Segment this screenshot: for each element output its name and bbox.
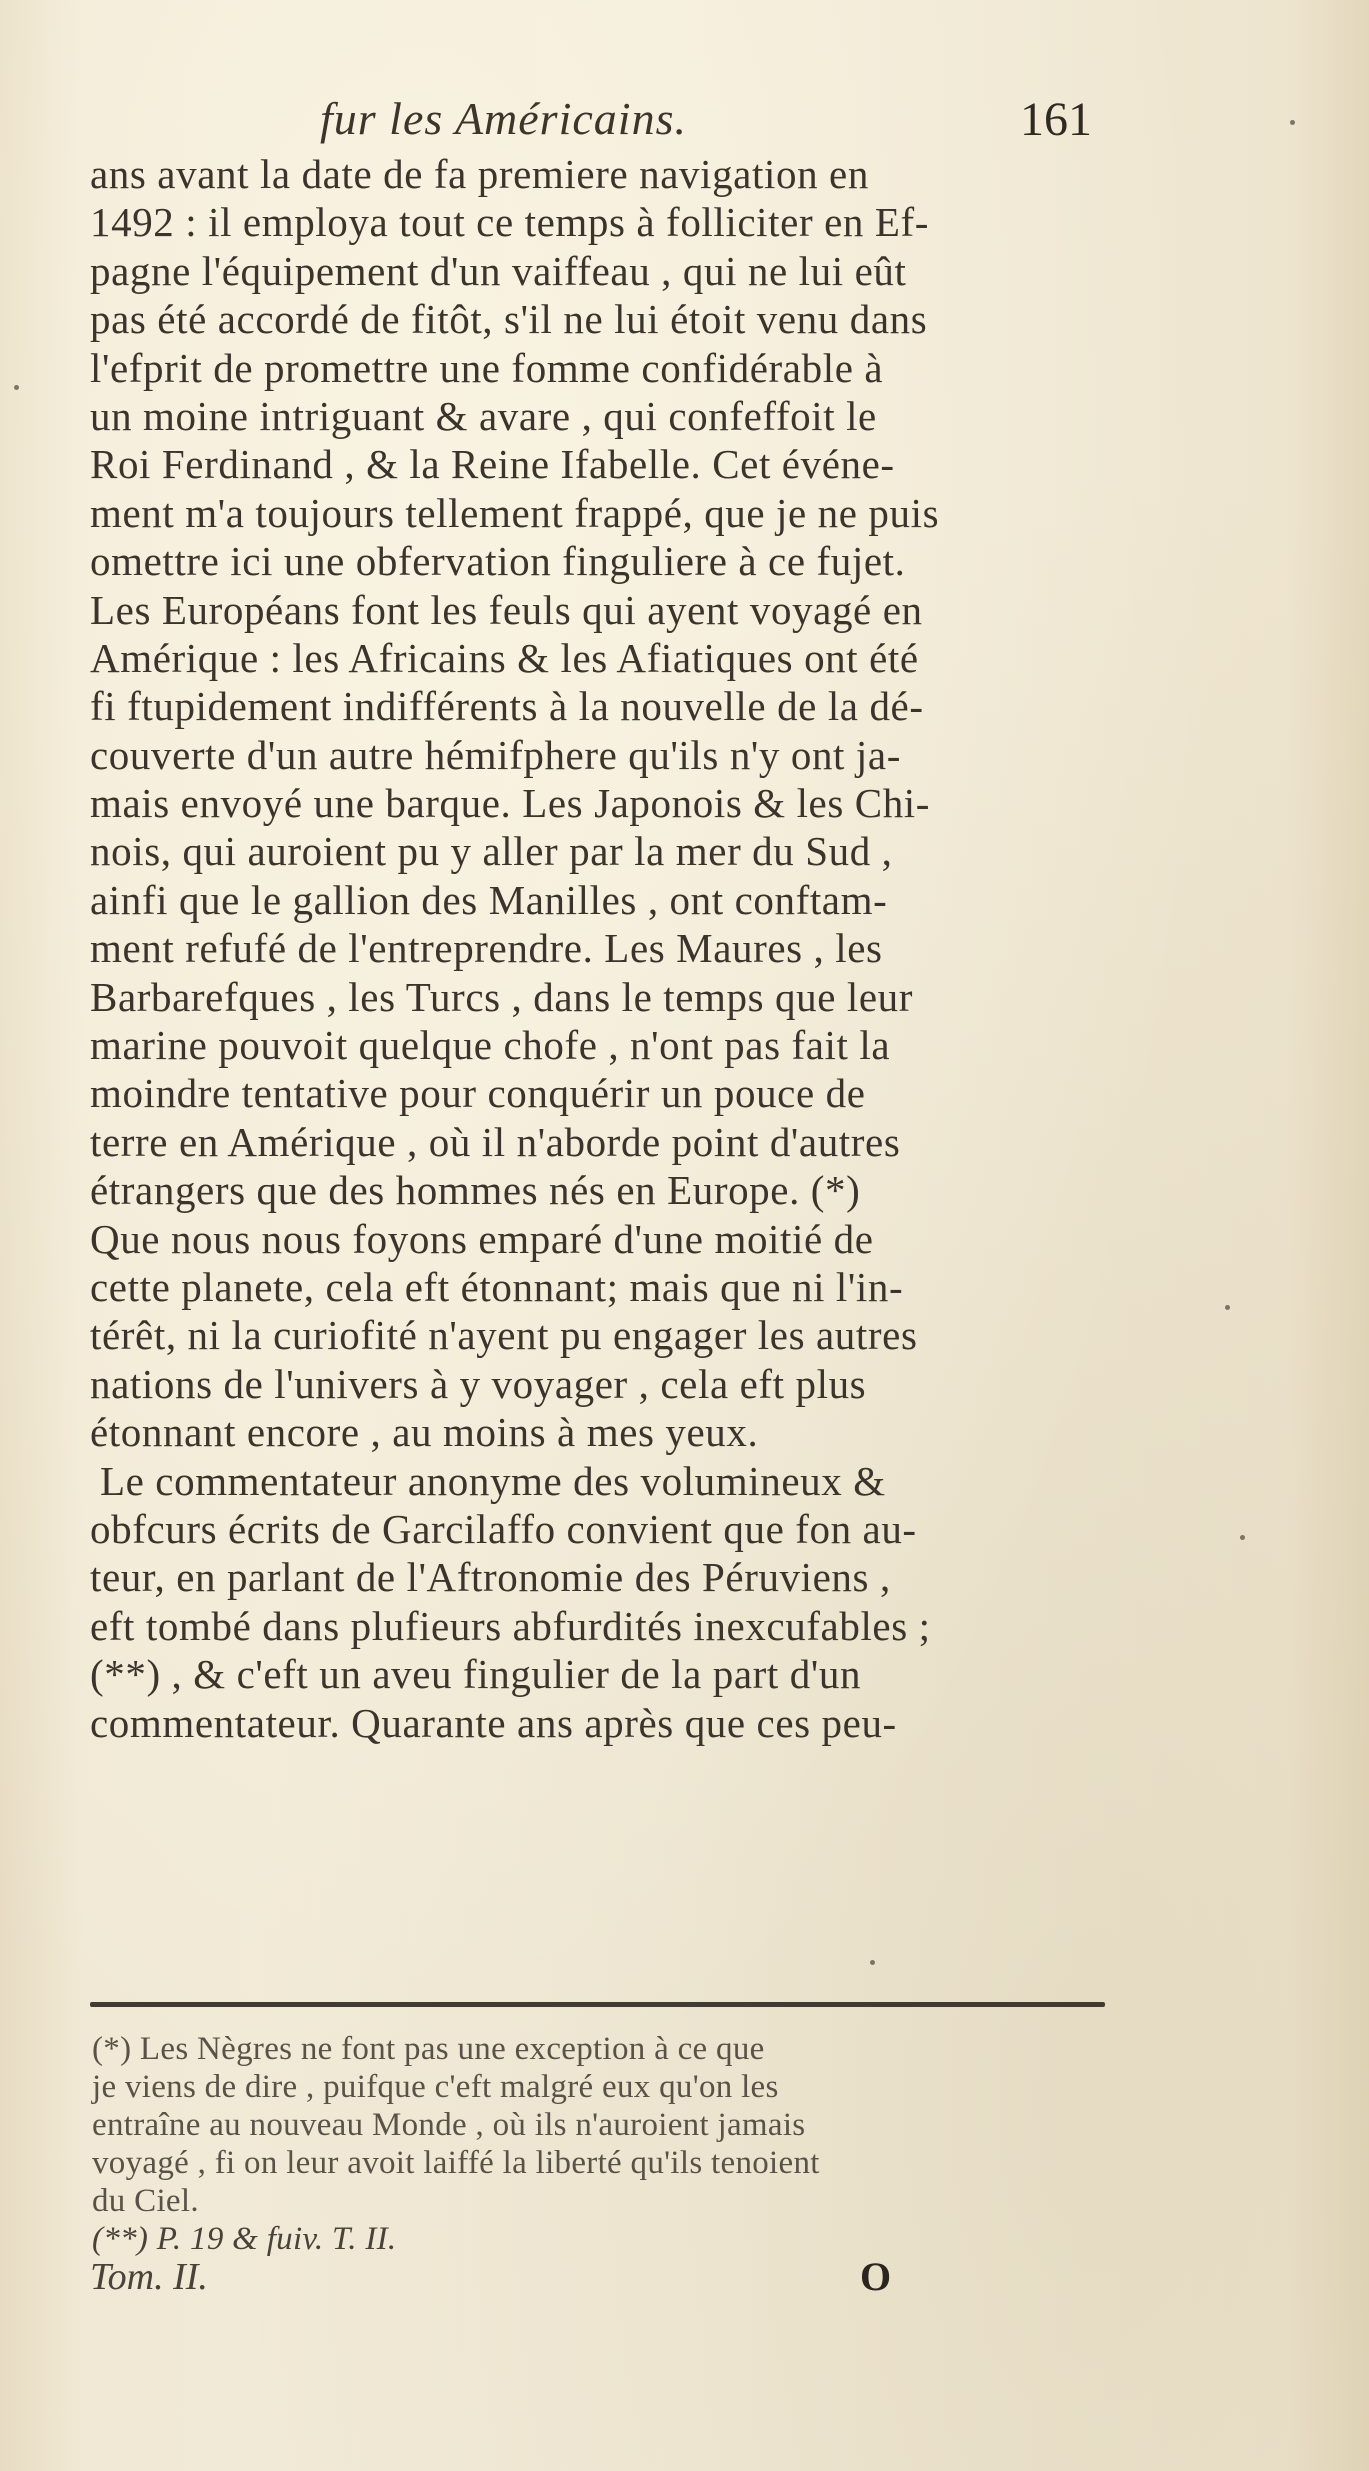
page-number: 161 [1020,93,1092,146]
text-line: nations de l'univers à y voyager , cela eft plus [90,1360,867,1407]
text-line: cette planete, cela eft étonnant; mais que ni l'in- [90,1263,904,1310]
text-line: Amérique : les Africains & les Afiatiques ont été [90,634,919,681]
text-line: moindre tentative pour conquérir un pouce de [90,1070,866,1117]
text-line: (**) , & c'eft un aveu fingulier de la part d'un [90,1651,862,1698]
text-line: étrangers que des hommes nés en Europe. (*) [90,1167,861,1214]
footnote-divider [90,2002,1105,2007]
text-line: pas été accordé de fitôt, s'il ne lui étoit venu dans [90,296,928,343]
margin-speck [1240,1535,1245,1540]
footnote-reference: (**) P. 19 & fuiv. T. II. [92,2221,397,2257]
text-line: étonnant encore , au moins à mes yeux. [90,1409,759,1456]
footnote-line: entraîne au nouveau Monde , où ils n'auroient jamais [92,2107,806,2143]
text-line: ans avant la date de fa premiere navigation en [90,151,869,197]
footnote-line: du Ciel. [92,2183,199,2219]
footnote-line: (*) Les Nègres ne font pas une exception à ce que [92,2031,765,2067]
text-line: teur, en parlant de l'Aftronomie des Péruviens , [90,1554,891,1601]
text-line: omettre ici une obfervation finguliere à ce fujet. [90,538,906,585]
text-line: terre en Amérique , où il n'aborde point d'autres [90,1118,901,1165]
margin-speck [1225,1305,1230,1310]
footnotes [92,2030,1152,2258]
volume-mark: Tom. II. [90,2256,208,2298]
text-line: 1492 : il employa tout ce temps à folliciter en Ef- [90,199,929,246]
text-line: marine pouvoit quelque chofe , n'ont pas fait la [90,1022,891,1069]
text-line: Le commentateur anonyme des volumineux & [100,1457,886,1504]
text-line: commentateur. Quarante ans après que ces peu- [90,1699,897,1746]
margin-speck [14,385,19,390]
text-line: un moine intriguant & avare , qui confeffoit le [90,392,877,439]
page-header [0,92,1369,152]
text-line: ment m'a toujours tellement frappé, que je ne puis [90,489,940,536]
text-line: ment refufé de l'entreprendre. Les Maures , les [90,925,883,972]
press-mark: O [860,2254,892,2299]
footnote-line: je viens de dire , puifque c'eft malgré eux qu'on les [92,2069,779,2105]
text-line: eft tombé dans plufieurs abfurdités inexcufables ; [90,1602,931,1649]
text-line: Roi Ferdinand , & la Reine Ifabelle. Cet événe- [90,441,895,488]
text-line: Barbarefques , les Turcs , dans le temps que leur [90,973,914,1020]
text-line: couverte d'un autre hémifphere qu'ils n'y ont ja- [90,731,901,778]
text-line: l'efprit de promettre une fomme confidérable à [90,344,884,391]
margin-speck [1290,120,1295,125]
running-head: fur les Américains. [320,93,687,144]
margin-speck [870,1960,875,1965]
main-text [90,150,1180,1747]
text-line: nois, qui auroient pu y aller par la mer du Sud , [90,828,893,875]
text-line: mais envoyé une barque. Les Japonois & les Chi- [90,780,931,827]
text-line: Que nous nous foyons emparé d'une moitié de [90,1215,874,1262]
text-line: térêt, ni la curiofité n'ayent pu engager les autres [90,1312,918,1359]
text-line: fi ftupidement indifférents à la nouvelle de la dé- [90,683,924,730]
signature-line [0,2255,1369,2305]
text-line: obfcurs écrits de Garcilaffo convient que fon au- [90,1505,917,1552]
text-line: Les Européans font les feuls qui ayent voyagé en [90,586,923,633]
footnote-line: voyagé , fi on leur avoit laiffé la liberté qu'ils tenoient [92,2145,820,2181]
text-line: ainfi que le gallion des Manilles , ont conftam- [90,876,888,923]
text-line: pagne l'équipement d'un vaiffeau , qui ne lui eût [90,247,907,294]
